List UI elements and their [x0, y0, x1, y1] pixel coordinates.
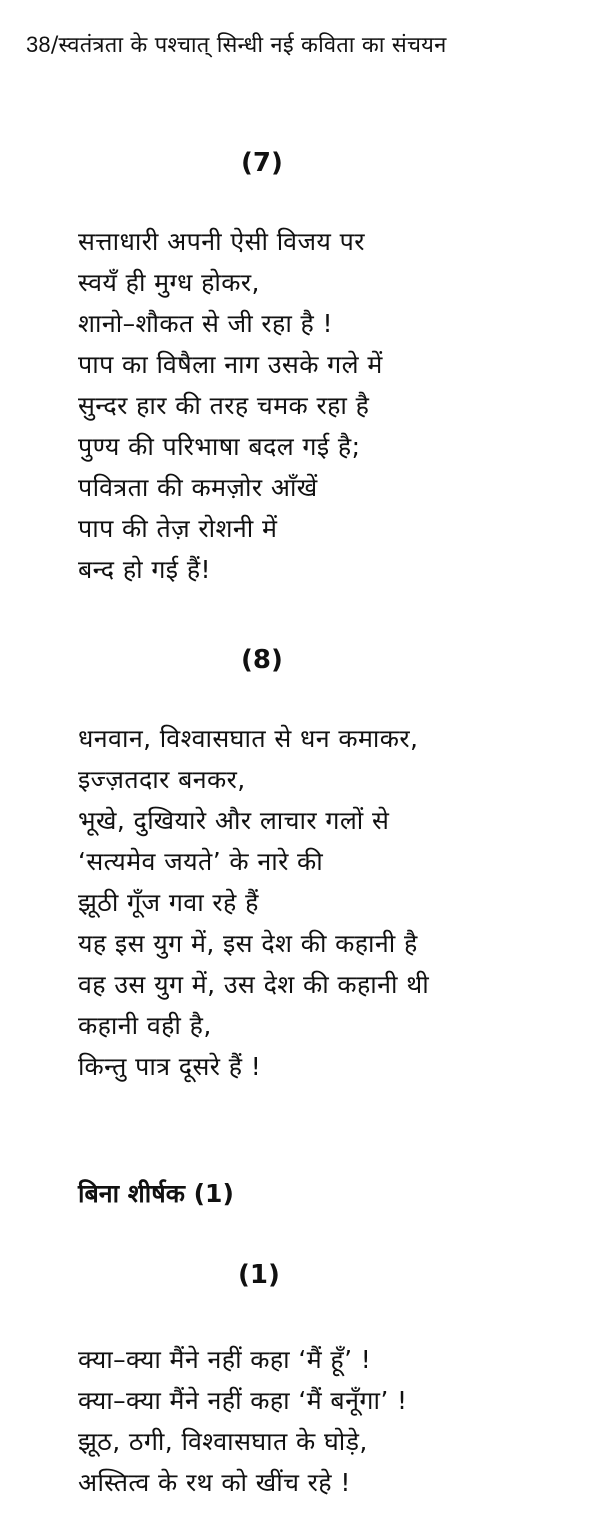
poem-line: बन्द हो गई हैं!: [78, 555, 211, 584]
running-head: [26, 28, 447, 63]
poem-number-7: (7): [241, 148, 283, 178]
poem-line: स्वयँ ही मुग्ध होकर,: [78, 268, 260, 297]
poem-line: सत्ताधारी अपनी ऐसी विजय पर: [78, 227, 365, 256]
book-title: स्वतंत्रता के पश्चात् सिन्धी नई कविता का संचयन: [58, 33, 447, 58]
poem-line: पाप की तेज़ रोशनी में: [78, 514, 278, 543]
poem-8-stanza: [78, 718, 429, 1087]
poem-line: किन्तु पात्र दूसरे हैं !: [78, 1052, 262, 1081]
poem-line: धनवान, विश्वासघात से धन कमाकर,: [78, 724, 419, 753]
poem-line: क्या–क्या मैंने नहीं कहा ‘मैं बनूँगा’ !: [78, 1386, 408, 1415]
poem-line: वह उस युग में, उस देश की कहानी थी: [78, 970, 430, 999]
section-title: बिना शीर्षक (1): [78, 1179, 234, 1208]
page-number: 38: [26, 32, 51, 57]
poem-line: ‘सत्यमेव जयते’ के नारे की: [78, 847, 324, 876]
poem-line: पुण्य की परिभाषा बदल गई है;: [78, 432, 361, 461]
poem-line: भूखे, दुखियारे और लाचार गलों से: [78, 806, 390, 835]
poem-line: पवित्रता की कमज़ोर आँखें: [78, 473, 318, 502]
poem-line: शानो–शौकत से जी रहा है !: [78, 309, 333, 338]
poem-line: इज्ज़तदार बनकर,: [78, 765, 246, 794]
poem-line: झूठी गूँज गवा रहे हैं: [78, 888, 259, 917]
poem-line: पाप का विषैला नाग उसके गले में: [78, 350, 383, 379]
running-head-separator: /: [50, 33, 59, 58]
poem-line: कहानी वही है,: [78, 1011, 212, 1040]
poem-untitled-1-stanza: [78, 1339, 407, 1503]
poem-number-untitled-1: (1): [238, 1260, 280, 1290]
poem-line: क्या–क्या मैंने नहीं कहा ‘मैं हूँ’ !: [78, 1345, 372, 1374]
poem-line: अस्तित्व के रथ को खींच रहे !: [78, 1468, 351, 1497]
poem-line: यह इस युग में, इस देश की कहानी है: [78, 929, 418, 958]
poem-number-8: (8): [241, 645, 283, 675]
poem-line: सुन्दर हार की तरह चमक रहा है: [78, 391, 370, 420]
poem-7-stanza: [78, 221, 383, 590]
poem-line: झूठ, ठगी, विश्वासघात के घोड़े,: [78, 1427, 368, 1456]
